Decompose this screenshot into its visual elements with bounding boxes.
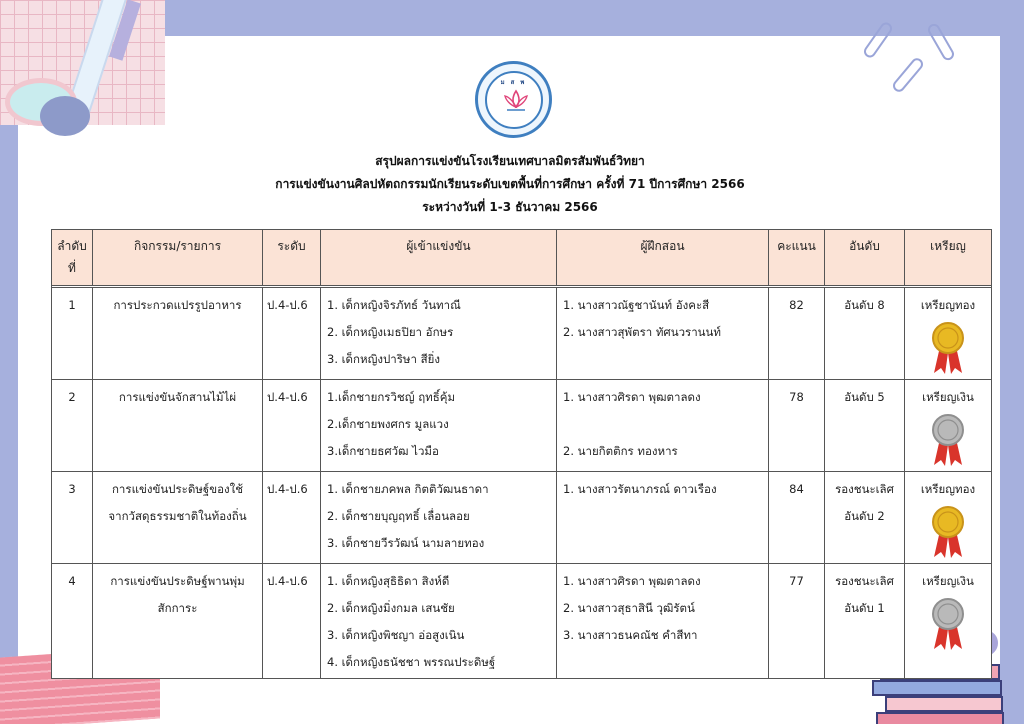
col-header-no: ลำดับที่: [52, 230, 93, 286]
rank-line: อันดับ 8: [844, 298, 885, 312]
table-row: [52, 380, 992, 472]
trainer-name: 1. นางสาวศิรดา พุฒตาลดง: [563, 574, 701, 588]
rank-line: อันดับ 5: [844, 390, 885, 404]
cell-rank: [825, 472, 905, 564]
activity-line: การแข่งขันประดิษฐ์พานพุ่ม: [110, 574, 245, 588]
cell-medal: [905, 380, 992, 472]
trainer-name: 1. นางสาวรัตนาภรณ์ ดาวเรือง: [563, 482, 717, 496]
cell-activity: [93, 380, 263, 472]
competitor-name: 3. เด็กชายวีรวัฒน์ นามลายทอง: [327, 536, 485, 550]
col-header-medal: เหรียญ: [905, 230, 992, 286]
col-header-rank: อันดับ: [825, 230, 905, 286]
book-decoration: [876, 712, 1004, 724]
table-row: [52, 564, 992, 679]
cell-medal: [905, 564, 992, 679]
competitor-name: 2.เด็กชายพงศกร มูลแวง: [327, 417, 449, 431]
rank-line: อันดับ 2: [844, 509, 885, 523]
cell-no: 3: [52, 472, 93, 564]
logo-letters: ม ส พ: [500, 78, 527, 86]
blank-line: [563, 411, 762, 438]
table-header-row: [52, 230, 992, 286]
cell-competitors: [321, 380, 557, 472]
cell-trainers: [557, 564, 769, 679]
medal-label: เหรียญเงิน: [922, 574, 974, 588]
competitor-name: 4. เด็กหญิงธนัชชา พรรณประดิษฐ์: [327, 655, 496, 669]
col-header-trainers: ผู้ฝึกสอน: [557, 230, 769, 286]
title-dates: ระหว่างวันที่ 1-3 ธันวาคม 2566: [422, 200, 598, 214]
rank-line: รองชนะเลิศ: [835, 482, 894, 496]
rank-line: อันดับ 1: [844, 601, 885, 615]
logo-emblem-icon: [485, 71, 543, 129]
trainer-name: 2. นายกิตติกร ทองหาร: [563, 444, 678, 458]
cell-no: 2: [52, 380, 93, 472]
cell-trainers: [557, 288, 769, 380]
cell-level: ป.4-ป.6: [263, 472, 321, 564]
competitor-name: 2. เด็กหญิงเมธปิยา อักษร: [327, 325, 454, 339]
activity-line: การแข่งขันประดิษฐ์ของใช้: [111, 482, 244, 496]
trainer-name: 2. นางสาวสุพัตรา ทัศนวรานนท์: [563, 325, 721, 339]
silver-medal-icon: [931, 413, 965, 469]
competitor-name: 3.เด็กชายธศวัฒ ไวมือ: [327, 444, 439, 458]
cell-activity: [93, 472, 263, 564]
title-competition: การแข่งขันงานศิลปหัตถกรรมนักเรียนระดับเขตพื้นที่การศึกษา ครั้งที่ 71 ปีการศึกษา 2566: [275, 177, 745, 191]
competitor-name: 1. เด็กชายภคพล กิตติวัฒนธาดา: [327, 482, 489, 496]
activity-line: จากวัสดุธรรมชาติในท้องถิ่น: [108, 509, 247, 523]
col-header-score: คะแนน: [769, 230, 825, 286]
activity-line: การแข่งขันจักสานไม้ไผ่: [118, 390, 237, 404]
cell-score: 78: [769, 380, 825, 472]
gold-medal-icon: [931, 505, 965, 561]
competitor-name: 2. เด็กชายบุญฤทธิ์ เลื่อนลอย: [327, 509, 470, 523]
cell-level: ป.4-ป.6: [263, 288, 321, 380]
medal-label: เหรียญทอง: [920, 482, 976, 496]
cell-score: 84: [769, 472, 825, 564]
competitor-name: 1.เด็กชายกรวิชญ์ ฤทธิ์คุ้ม: [327, 390, 456, 404]
trainer-name: 1. นางสาวศิรดา พุฒตาลดง: [563, 390, 701, 404]
school-logo: [475, 61, 552, 138]
medal-label: เหรียญเงิน: [922, 390, 974, 404]
col-header-activity: กิจกรรม/รายการ: [93, 230, 263, 286]
table-row: [52, 472, 992, 564]
document-header: [80, 150, 940, 219]
competitor-name: 2. เด็กหญิงมิ่งกมล เสนชัย: [327, 601, 455, 615]
cell-rank: [825, 564, 905, 679]
tape-roll-decoration: [40, 96, 90, 136]
activity-line: การประกวดแปรรูปอาหาร: [113, 298, 242, 312]
trainer-name: 1. นางสาวณัฐชานันท์ อังคะสี: [563, 298, 710, 312]
col-header-level: ระดับ: [263, 230, 321, 286]
activity-line: สักการะ: [157, 601, 198, 615]
lotus-icon: [503, 89, 529, 113]
cell-no: 1: [52, 288, 93, 380]
cell-medal: [905, 472, 992, 564]
trainer-name: 2. นางสาวสุธาสินี วุฒิรัตน์: [563, 601, 695, 615]
cell-level: ป.4-ป.6: [263, 564, 321, 679]
cell-score: 77: [769, 564, 825, 679]
cell-rank: [825, 288, 905, 380]
cell-competitors: [321, 564, 557, 679]
medal-label: เหรียญทอง: [920, 298, 976, 312]
competitor-name: 1. เด็กหญิงจิรภัทธ์ วันทาณี: [327, 298, 461, 312]
results-table: [51, 229, 992, 679]
cell-score: 82: [769, 288, 825, 380]
book-decoration: [872, 680, 1002, 696]
competitor-name: 1. เด็กหญิงสุธิธิดา สิงห์ดี: [327, 574, 450, 588]
cell-competitors: [321, 472, 557, 564]
competitor-name: 3. เด็กหญิงพิชญา อ่อสูงเนิน: [327, 628, 465, 642]
cell-rank: [825, 380, 905, 472]
silver-medal-icon: [931, 597, 965, 653]
cell-activity: [93, 288, 263, 380]
table-row: [52, 288, 992, 380]
book-decoration: [885, 696, 1003, 712]
col-header-competitors: ผู้เข้าแข่งขัน: [321, 230, 557, 286]
cell-medal: [905, 288, 992, 380]
cell-competitors: [321, 288, 557, 380]
cell-no: 4: [52, 564, 93, 679]
cell-trainers: [557, 472, 769, 564]
title-school: สรุปผลการแข่งขันโรงเรียนเทศบาลมิตรสัมพันธ์วิทยา: [375, 154, 645, 168]
cell-activity: [93, 564, 263, 679]
cell-trainers: [557, 380, 769, 472]
trainer-name: 3. นางสาวธนคณัช คำสีทา: [563, 628, 698, 642]
gold-medal-icon: [931, 321, 965, 377]
competitor-name: 3. เด็กหญิงปาริษา สียิ่ง: [327, 352, 440, 366]
rank-line: รองชนะเลิศ: [835, 574, 894, 588]
cell-level: ป.4-ป.6: [263, 380, 321, 472]
